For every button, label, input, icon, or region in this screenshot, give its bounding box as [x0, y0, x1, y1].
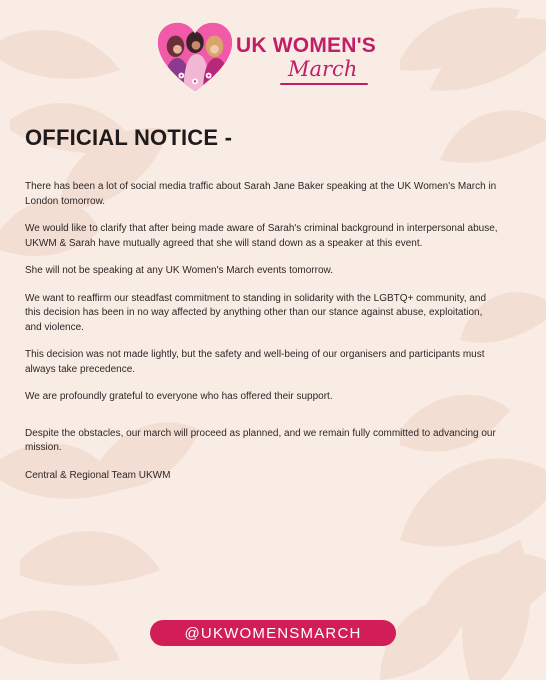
notice-paragraph: There has been a lot of social media traffic about Sarah Jane Baker speaking at the UK Women's March in London tomorrow. [25, 181, 497, 207]
brand-logo-text [236, 34, 401, 81]
heart-women-logo-icon [156, 18, 234, 98]
notice-paragraph: This decision was not made lightly, but the safety and well-being of our organisers and participants must always take precedence. [25, 349, 485, 375]
notice-title: OFFICIAL NOTICE - [25, 125, 233, 150]
notice-paragraph: Despite the obstacles, our march will proceed as planned, and we remain fully committed to advancing our mission. [25, 427, 496, 453]
notice-paragraph: We would like to clarify that after being made aware of Sarah's criminal background in interpersonal abuse, UKWM & Sarah have mutually agreed that she will stand down as a speaker at this event. [25, 223, 498, 249]
notice-body [25, 180, 500, 496]
notice-paragraph: We are profoundly grateful to everyone who has offered their support. [25, 391, 333, 402]
brand-underline [280, 83, 368, 85]
notice-paragraph: We want to reaffirm our steadfast commitment to standing in solidarity with the LGBTQ+ community, and this decision has been in no way affected by anything other than our stance against abuse, exploitation, and violence. [25, 292, 487, 333]
brand-script-word: March [288, 57, 358, 81]
brand-title: UK WOMEN'S [236, 34, 376, 57]
brand-header [150, 18, 400, 100]
notice-signature: Central & Regional Team UKWM [25, 469, 171, 481]
notice-paragraph: She will not be speaking at any UK Women's March events tomorrow. [25, 265, 333, 276]
social-handle-badge: @UKWOMENSMARCH [150, 620, 396, 646]
